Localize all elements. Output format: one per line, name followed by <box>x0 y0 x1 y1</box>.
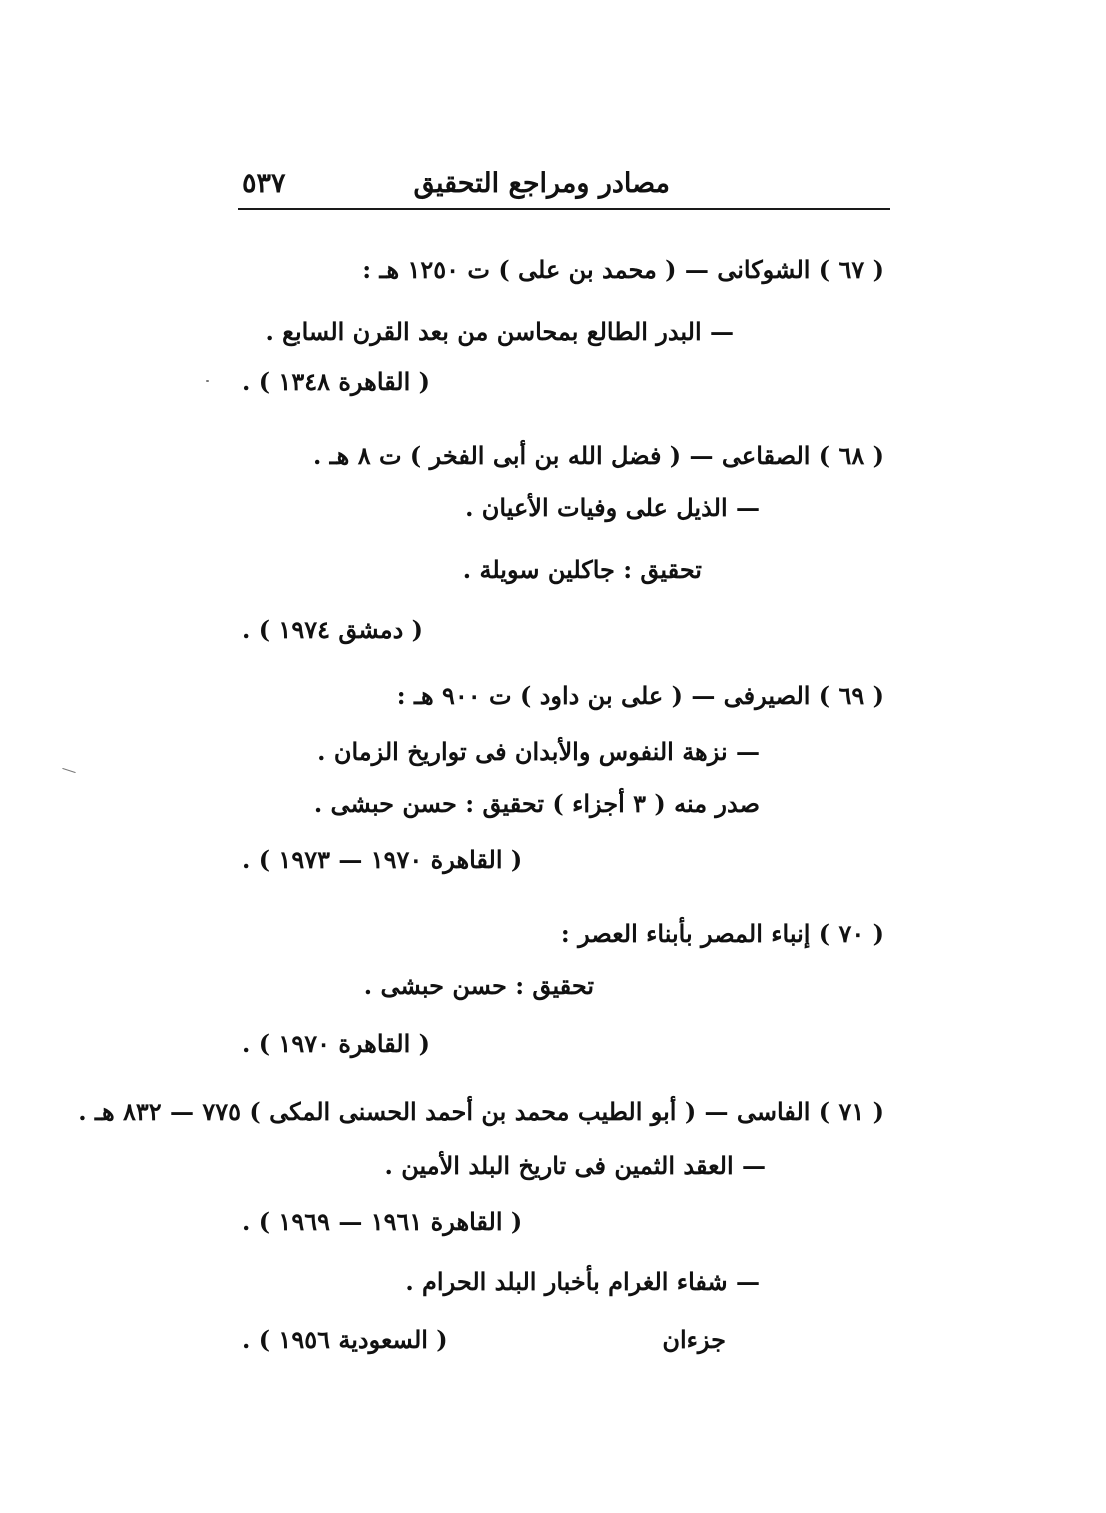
entry-work-title: — العقد الثمين فى تاريخ البلد الأمين . <box>384 1151 766 1180</box>
entry-publication: ( القاهرة ١٩٦١ — ١٩٦٩ ) . <box>242 1207 523 1236</box>
header-title: مصادر ومراجع التحقيق <box>413 168 670 199</box>
entry-publication: ( السعودية ١٩٥٦ ) . <box>242 1325 448 1354</box>
scan-mark <box>206 380 209 382</box>
header-rule <box>238 208 890 210</box>
entry-heading: ( ٦٩ ) الصيرفى — ( على بن داود ) ت ٩٠٠ هـ : <box>396 681 884 710</box>
entry-work-title: — نزهة النفوس والأبدان فى تواريخ الزمان . <box>317 737 760 766</box>
entry-publication: ( القاهرة ١٣٤٨ ) . <box>242 367 430 396</box>
entry-editor: تحقيق : جاكلين سويلة . <box>462 555 702 584</box>
entry-editor: صدر منه ( ٣ أجزاء ) تحقيق : حسن حبشى . <box>313 789 760 818</box>
entry-work-title: — شفاء الغرام بأخبار البلد الحرام . <box>405 1267 760 1296</box>
entry-publication: ( القاهرة ١٩٧٠ ) . <box>242 1029 430 1058</box>
running-header <box>238 168 890 208</box>
entry-heading: ( ٦٧ ) الشوكانى — ( محمد بن على ) ت ١٢٥٠ هـ : <box>362 255 884 284</box>
entry-heading: ( ٧١ ) الفاسى — ( أبو الطيب محمد بن أحمد الحسنى المكى ) ٧٧٥ — ٨٣٢ هـ . <box>78 1097 884 1126</box>
entry-work-title: — الذيل على وفيات الأعيان . <box>465 493 760 522</box>
entry-editor: تحقيق : حسن حبشى . <box>363 971 594 1000</box>
scan-mark <box>62 768 76 773</box>
entry-publication: ( دمشق ١٩٧٤ ) . <box>242 615 424 644</box>
page-number: ٥٣٧ <box>242 168 286 199</box>
entry-work-title: — البدر الطالع بمحاسن من بعد القرن السابع . <box>265 317 734 346</box>
entry-heading: ( ٧٠ ) إنباء المصر بأبناء العصر : <box>560 919 884 948</box>
entry-volumes: جزءان <box>662 1325 726 1354</box>
entry-heading: ( ٦٨ ) الصقاعى — ( فضل الله بن أبى الفخر ) ت ٨ هـ . <box>312 441 884 470</box>
entry-publication: ( القاهرة ١٩٧٠ — ١٩٧٣ ) . <box>242 845 523 874</box>
